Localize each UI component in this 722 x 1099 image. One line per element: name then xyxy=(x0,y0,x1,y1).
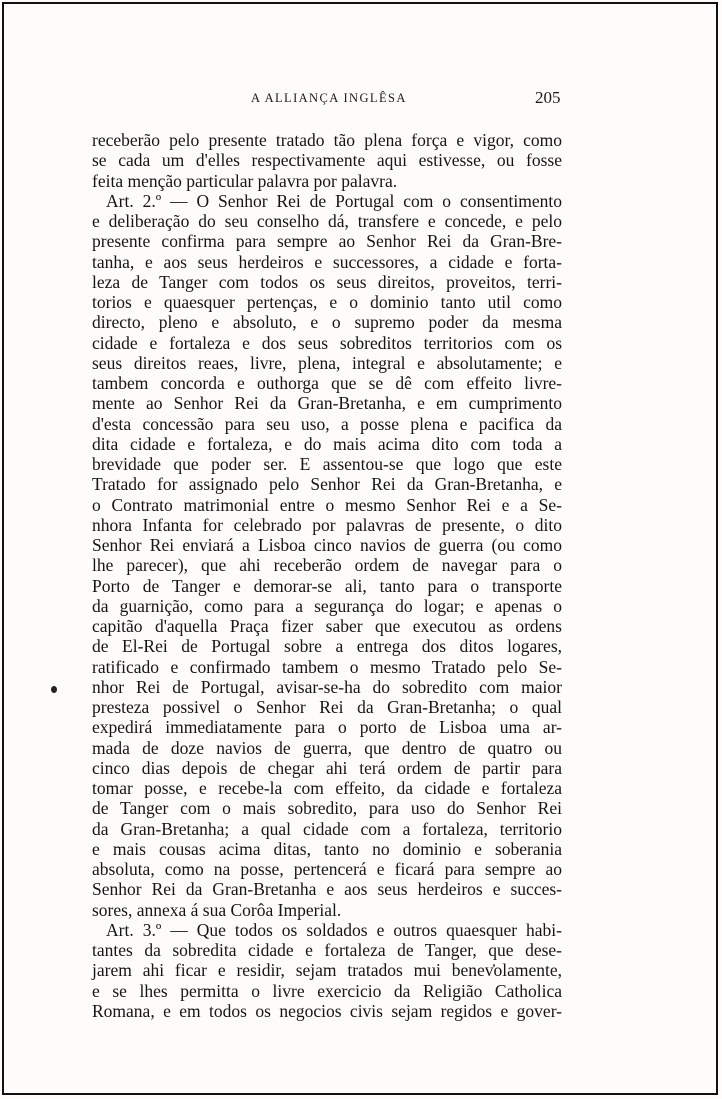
text-line: presteza possivel o Senhor Rei da Gran-Bretanha; o qual xyxy=(92,697,562,717)
text-line: cinco dias depois de chegar ahi terá ordem de partir para xyxy=(92,757,562,778)
text-line: tambem concorda e outhorga que se dê com effeito livre- xyxy=(92,373,562,393)
text-line: o Contrato matrimonial entre o mesmo Senhor Rei e a Se- xyxy=(92,494,562,515)
text-line: Romana, e em todos os negocios civis sejam regidos e gover- xyxy=(92,1000,562,1021)
body-text xyxy=(92,130,562,1021)
text-line: nhor Rei de Portugal, avisar-se-ha do sobredito com maior xyxy=(92,676,562,697)
text-line: e deliberação do seu conselho dá, transfere e concede, e pelo xyxy=(92,211,562,231)
text-line: capitão d'aquella Praça fizer saber que executou as ordens xyxy=(92,616,562,636)
text-line: d'esta concessão para seu uso, a posse plena e pacifica da xyxy=(92,413,562,434)
text-line: tanha, e aos seus herdeiros e successores, a cidade e forta- xyxy=(92,251,562,272)
text-line: da Gran-Bretanha; a qual cidade com a fortaleza, territorio xyxy=(92,818,562,839)
text-line: Senhor Rei enviará a Lisboa cinco navios de guerra (ou como xyxy=(92,535,562,555)
text-line: directo, pleno e absoluto, e o supremo poder da mesma xyxy=(92,312,562,333)
text-line: nhora Infanta for celebrado por palavras de presente, o dito xyxy=(92,514,562,535)
text-line: Art. 3.º — Que todos os soldados e outros quaesquer habi- xyxy=(106,919,562,940)
text-line: e se lhes permitta o livre exercicio da Religião Catholica xyxy=(92,980,562,1001)
text-line: mada de doze navios de guerra, que dentro de quatro ou xyxy=(92,737,562,758)
text-line: presente confirma para sempre ao Senhor Rei da Gran-Bre- xyxy=(92,231,562,252)
text-line: brevidade que poder ser. E assentou-se que logo que este xyxy=(92,454,562,474)
page-number: 205 xyxy=(535,88,561,107)
text-line: mente ao Senhor Rei da Gran-Bretanha, e em cumprimento xyxy=(92,393,562,414)
text-line: ratificado e confirmado tambem o mesmo Tratado pelo Se- xyxy=(92,656,562,677)
text-line: da guarnição, como para a segurança do logar; e apenas o xyxy=(92,595,562,616)
text-line: jarem ahi ficar e residir, sejam tratados mui benevolamente, xyxy=(92,960,562,981)
text-line: e mais cousas acima ditas, tanto no dominio e soberania xyxy=(92,838,562,859)
page-header xyxy=(0,88,722,110)
text-line: de Tanger com o mais sobredito, para uso do Senhor Rei xyxy=(92,798,562,819)
text-line: Art. 2.º — O Senhor Rei de Portugal com o consentimento xyxy=(106,190,562,211)
margin-dot xyxy=(51,686,57,693)
text-line: de El-Rei de Portugal sobre a entrega dos ditos logares, xyxy=(92,636,562,657)
text-line: expedirá immediatamente para o porto de Lisboa uma ar- xyxy=(92,717,562,738)
text-line: dita cidade e fortaleza, e do mais acima dito com toda a xyxy=(92,433,562,454)
running-head: A ALLIANÇA INGLÊSA xyxy=(251,91,407,105)
text-line: tomar posse, e recebe-la com effeito, da cidade e fortaleza xyxy=(92,778,562,798)
text-line: leza de Tanger com todos os seus direitos, proveitos, terri- xyxy=(92,271,562,292)
text-line: feita menção particular palavra por palavra. xyxy=(92,170,398,191)
text-line: Senhor Rei da Gran-Bretanha e aos seus herdeiros e succes- xyxy=(92,879,562,900)
text-line: torios e quaesquer pertenças, e o dominio tanto util como xyxy=(92,292,562,312)
text-line: sores, annexa á sua Corôa Imperial. xyxy=(92,899,342,920)
text-line: tantes da sobredita cidade e fortaleza de Tanger, que dese- xyxy=(92,940,562,960)
text-line: lhe parecer), que ahi receberão ordem de navegar para o xyxy=(92,555,562,576)
text-line: seus direitos reaes, livre, plena, integral e absolutamente; e xyxy=(92,352,562,373)
text-line: se cada um d'elles respectivamente aqui estivesse, ou fosse xyxy=(92,150,562,171)
text-line: Tratado for assignado pelo Senhor Rei da Gran-Bretanha, e xyxy=(92,474,562,495)
text-line: Porto de Tanger e demorar-se ali, tanto para o transporte xyxy=(92,575,562,596)
text-line: absoluta, como na posse, pertencerá e ficará para sempre ao xyxy=(92,859,562,879)
text-line: cidade e fortaleza e dos seus sobreditos territorios com os xyxy=(92,332,562,353)
text-line: receberão pelo presente tratado tão plena força e vigor, como xyxy=(92,130,562,150)
